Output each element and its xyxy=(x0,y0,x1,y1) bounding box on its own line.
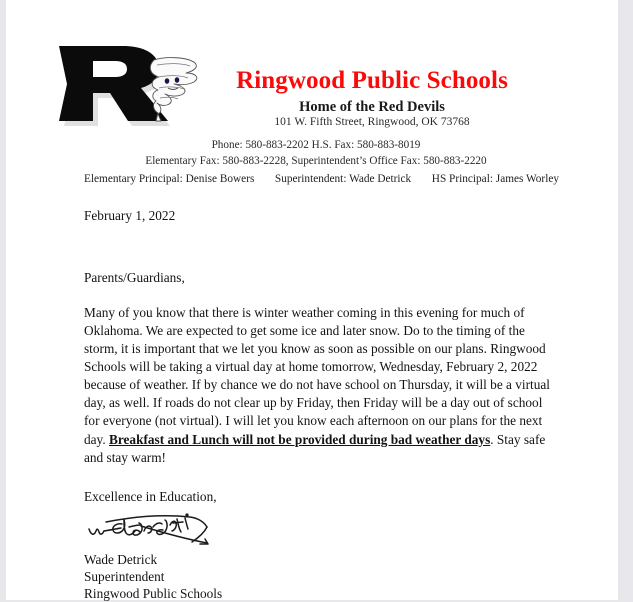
emphasized-notice: Breakfast and Lunch will not be provided during bad weather days xyxy=(108,431,491,447)
letter-closing: Excellence in Education, xyxy=(84,488,217,504)
signer-organization: Ringwood Public Schools xyxy=(84,585,223,601)
elementary-principal: Elementary Principal: Denise Bowers xyxy=(84,173,255,185)
superintendent: Superintendent: Wade Detrick xyxy=(274,173,412,185)
wade-detrick-signature xyxy=(86,511,226,547)
letter-paragraph xyxy=(84,304,554,467)
phone-fax-line: Phone: 580-883-2202 H.S. Fax: 580-883-8019 xyxy=(211,139,421,151)
school-title: Ringwood Public Schools xyxy=(236,67,508,94)
document-page xyxy=(6,0,618,600)
ringwood-r-tornado-logo xyxy=(55,44,205,130)
paragraph-text-part-2: . Stay safe and stay warm! xyxy=(84,431,546,465)
signature-block xyxy=(84,551,554,602)
administrator-row xyxy=(84,173,559,185)
letterhead xyxy=(6,0,618,167)
school-address: 101 W. Fifth Street, Ringwood, OK 73768 xyxy=(274,116,470,128)
fax-lines: Elementary Fax: 580-883-2228, Superintendent’s Office Fax: 580-883-2220 xyxy=(145,154,487,167)
letter-date: February 1, 2022 xyxy=(84,208,176,223)
letter-salutation: Parents/Guardians, xyxy=(84,270,185,285)
signer-name: Wade Detrick xyxy=(84,551,158,567)
school-tagline: Home of the Red Devils xyxy=(299,99,445,115)
signer-title: Superintendent xyxy=(84,568,165,584)
letter-body xyxy=(84,208,554,602)
paragraph-text-part-1: Many of you know that there is winter weather coming in this evening for much of Oklahoma. We are expected to get some ice and later snow. Do to the timing of the storm, it is important that we let you know as soon as possible on our plans. Ringwood Schools will be taking a virtual day at home tomorrow, Wednesday, February 2, 2022 because of weather. If by chance we do not have school on Thursday, it will be a virtual day, as well. If roads do not clear up by Friday, then Friday will be a day out of school for everyone (not virtual). I will let you know each afternoon on our plans for the next day. xyxy=(84,305,550,447)
hs-principal: HS Principal: James Worley xyxy=(431,173,559,185)
contact-info xyxy=(66,138,566,170)
